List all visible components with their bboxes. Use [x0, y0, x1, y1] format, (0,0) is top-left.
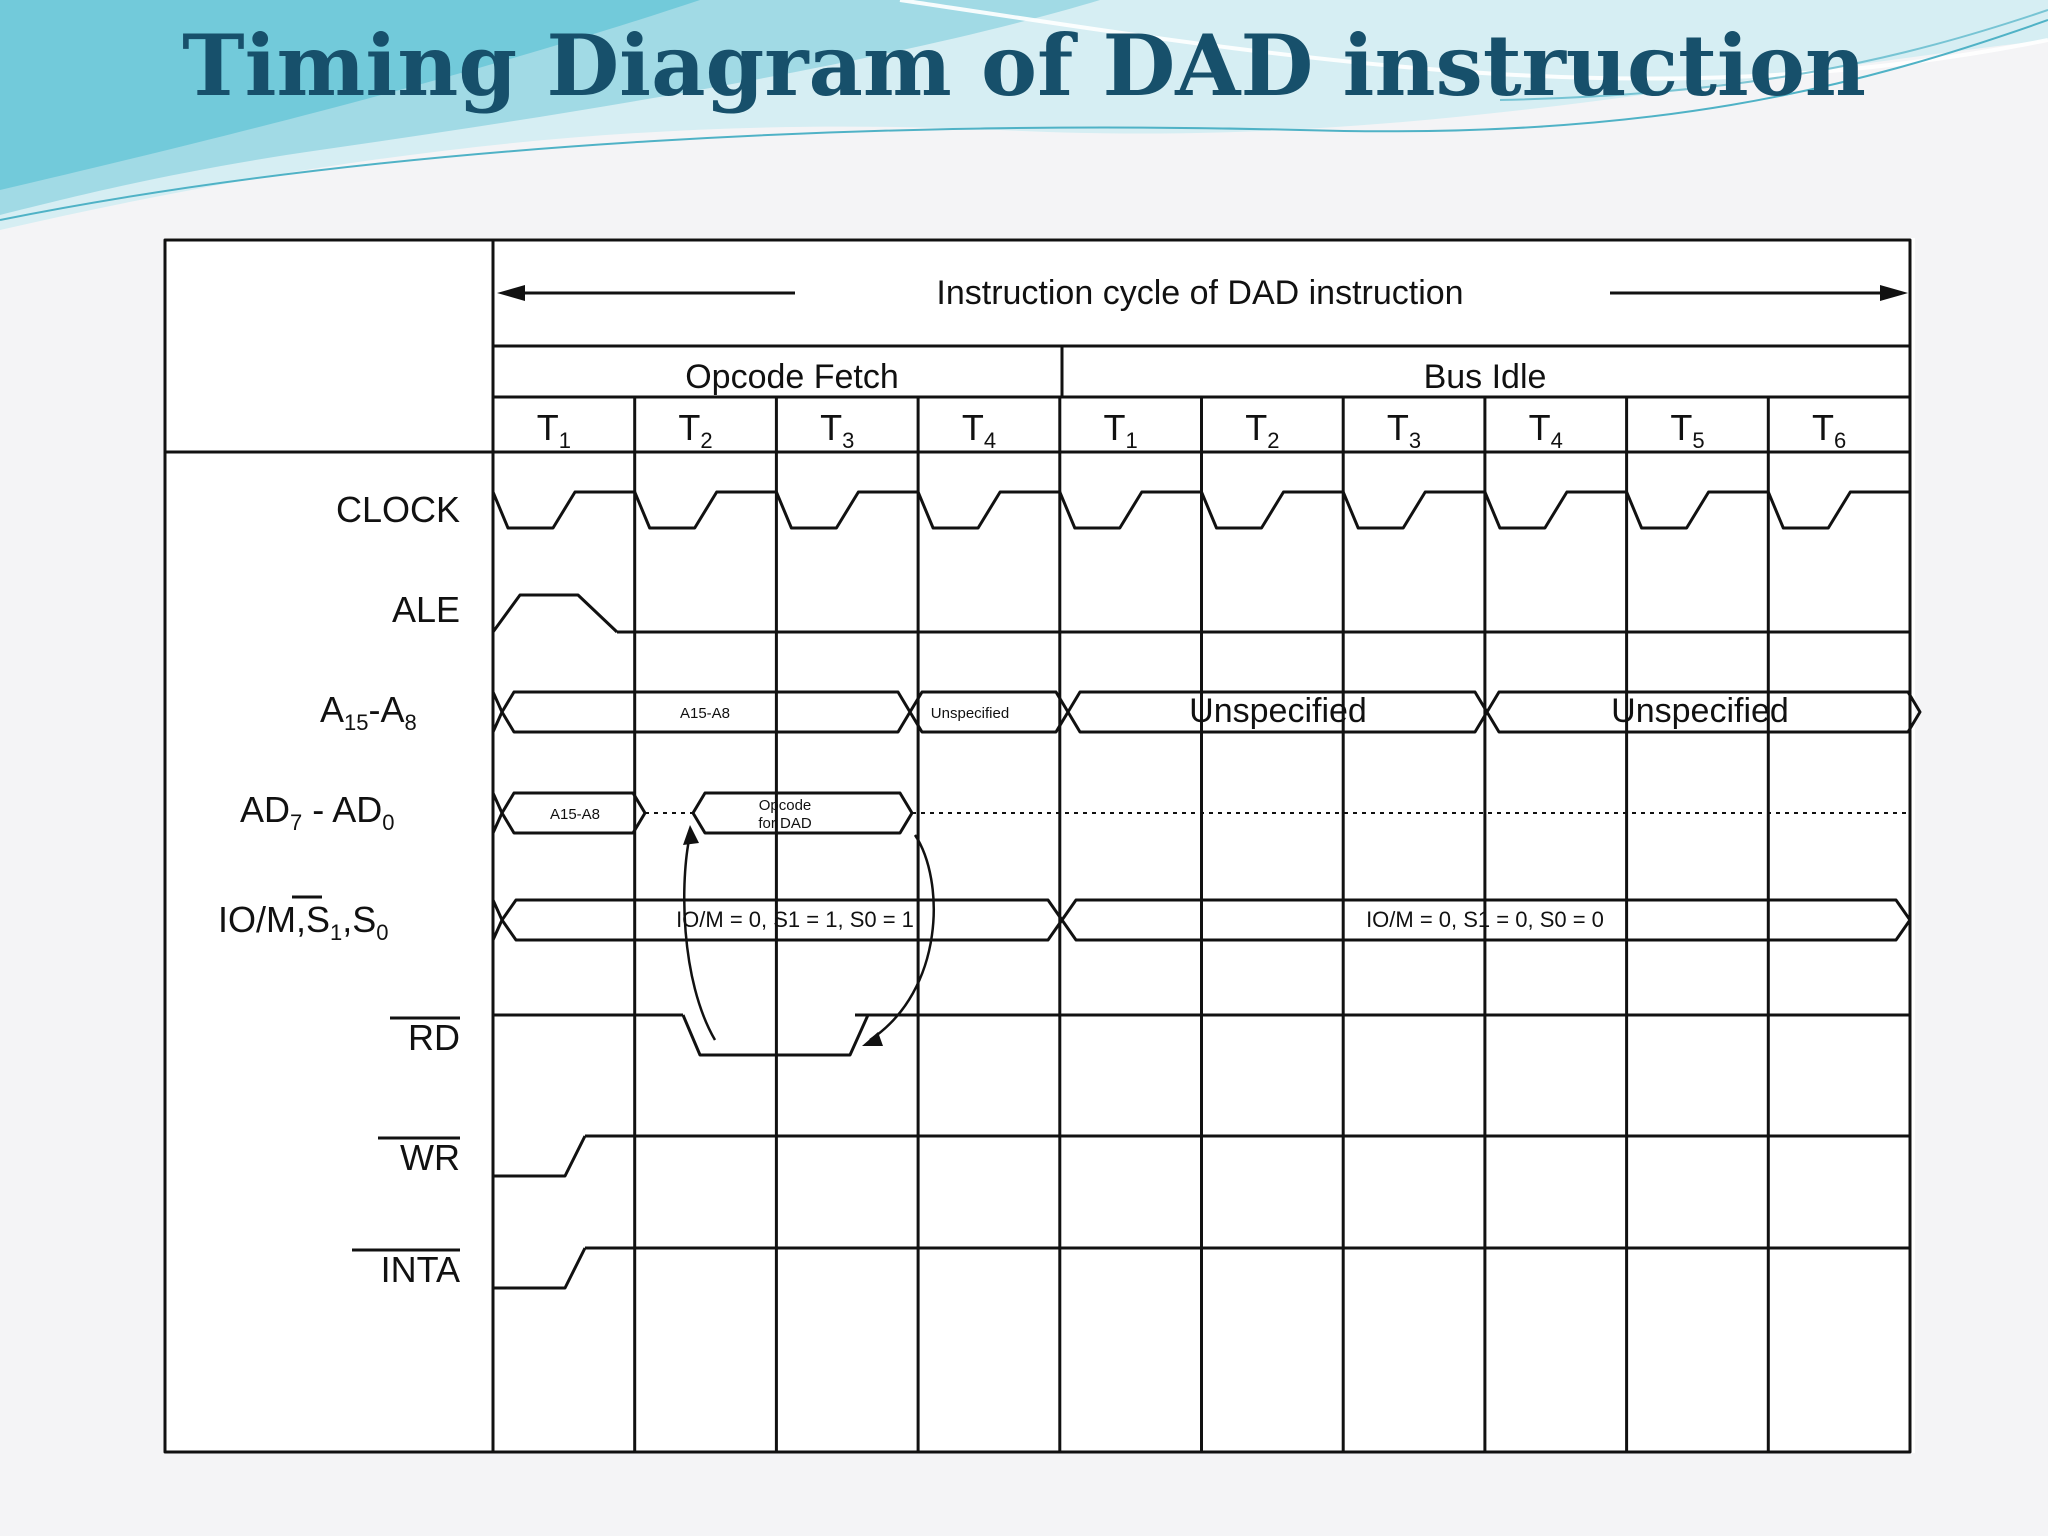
bus-status-fetch: IO/M = 0, S1 = 1, S0 = 1 — [676, 907, 914, 932]
bus-a15-a8-address: A15-A8 — [679, 705, 731, 722]
bus-status-idle: IO/M = 0, S1 = 0, S0 = 0 — [1366, 907, 1604, 932]
signal-clock-label: CLOCK — [335, 489, 460, 530]
tstate-label-idle-2: $T_2$ — [1245, 407, 1280, 453]
signal-inta-text: INTA — [380, 1249, 460, 1290]
bus-opcode-line2: for DAD — [758, 815, 812, 832]
slide-title: Timing Diagram of DAD instruction — [182, 16, 1866, 115]
tstate-label-fetch-3: $T_3$ — [820, 407, 855, 453]
tstate-label-idle-5: $T_5$ — [1670, 407, 1705, 453]
tstate-label-idle-4: $T_4$ — [1528, 407, 1563, 453]
tstate-label-idle-6: $T_6$ — [1812, 407, 1847, 453]
instruction-cycle-label: Instruction cycle of DAD instruction — [936, 274, 1464, 312]
bus-opcode-line1: Opcode — [758, 797, 812, 814]
signal-ale-label: ALE — [391, 589, 460, 630]
tstate-label-fetch-4: $T_4$ — [961, 407, 997, 453]
bus-unspecified-1: Unspecified — [1189, 692, 1367, 730]
machine-cycle-opcode-fetch: Opcode Fetch — [685, 358, 899, 396]
signal-rd-text: RD — [408, 1017, 460, 1058]
tstate-label-fetch-2: $T_2$ — [678, 407, 713, 453]
tstate-label-fetch-1: $T_1$ — [536, 407, 571, 453]
machine-cycle-bus-idle: Bus Idle — [1423, 358, 1547, 396]
tstate-label-idle-1: $T_1$ — [1103, 407, 1138, 453]
signal-wr-text: WR — [400, 1137, 460, 1178]
svg-text:A15-A8: $A_{15}-A_8$ — [320, 689, 417, 735]
svg-text:IO/M,S1,S0: $IO/M,S_1,S_0$ — [218, 899, 389, 945]
svg-text:AD7 - AD0: $AD_7 - AD_0$ — [240, 789, 395, 835]
bus-unspecified-2: Unspecified — [1611, 692, 1789, 730]
bus-ad-address: A15-A8 — [549, 806, 601, 823]
bus-unspecified-small: Unspecified — [930, 705, 1010, 722]
tstate-label-idle-3: $T_3$ — [1386, 407, 1422, 453]
